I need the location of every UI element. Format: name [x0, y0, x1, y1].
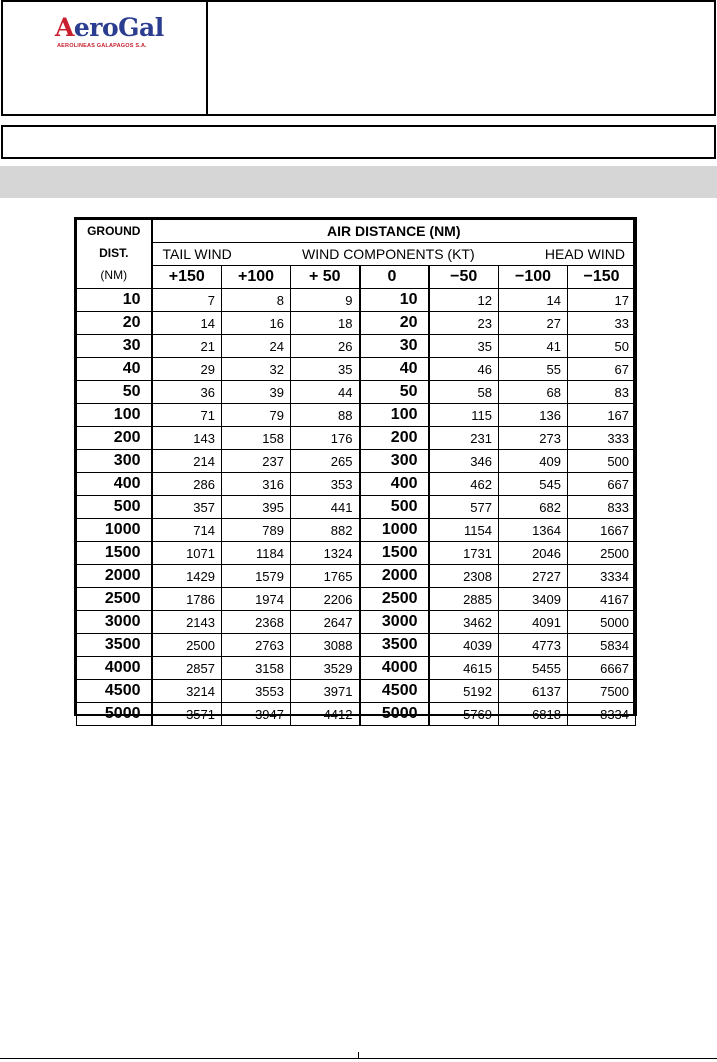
air-distance-cell: 83 [568, 381, 636, 404]
air-distance-cell: 35 [429, 335, 499, 358]
ground-distance-cell: 400 [77, 473, 152, 496]
air-distance-cell: 2368 [222, 611, 291, 634]
air-distance-cell: 2763 [222, 634, 291, 657]
table-row [77, 588, 636, 611]
air-distance-cell: 882 [291, 519, 360, 542]
aerogal-logo [55, 14, 175, 54]
air-distance-cell: 3571 [152, 703, 222, 726]
zero-wind-cell: 4000 [360, 657, 429, 680]
wind-speed-header: +150 [152, 266, 222, 289]
ground-distance-cell: 3000 [77, 611, 152, 634]
footer-tick [358, 1052, 359, 1058]
air-distance-cell: 41 [499, 335, 568, 358]
air-distance-cell: 29 [152, 358, 222, 381]
logo-tagline: AEROLINEAS GALAPAGOS S.A. [57, 43, 147, 49]
document-header [1, 0, 716, 116]
ground-distance-cell: 2000 [77, 565, 152, 588]
air-distance-cell: 21 [152, 335, 222, 358]
air-distance-cell: 3214 [152, 680, 222, 703]
air-distance-cell: 26 [291, 335, 360, 358]
air-distance-cell: 214 [152, 450, 222, 473]
air-distance-cell: 1731 [429, 542, 499, 565]
air-distance-cell: 2857 [152, 657, 222, 680]
air-distance-cell: 3409 [499, 588, 568, 611]
ground-distance-cell: 2500 [77, 588, 152, 611]
air-distance-cell: 35 [291, 358, 360, 381]
air-distance-cell: 4615 [429, 657, 499, 680]
air-distance-cell: 333 [568, 427, 636, 450]
footer-line [0, 1058, 717, 1059]
zero-wind-cell: 500 [360, 496, 429, 519]
ground-distance-cell: 50 [77, 381, 152, 404]
table-row [77, 634, 636, 657]
air-distance-cell: 357 [152, 496, 222, 519]
air-distance-cell: 33 [568, 312, 636, 335]
tail-wind-label: TAIL WIND [162, 246, 232, 262]
head-wind-label: HEAD WIND [544, 246, 626, 262]
wind-speed-header: −150 [568, 266, 636, 289]
air-distance-cell: 4039 [429, 634, 499, 657]
air-distance-cell: 462 [429, 473, 499, 496]
zero-wind-cell: 200 [360, 427, 429, 450]
air-distance-cell: 46 [429, 358, 499, 381]
air-distance-cell: 7500 [568, 680, 636, 703]
table-row [77, 657, 636, 680]
air-distance-cell: 409 [499, 450, 568, 473]
air-distance-cell: 3529 [291, 657, 360, 680]
ground-distance-cell: 4000 [77, 657, 152, 680]
air-distance-cell: 2308 [429, 565, 499, 588]
air-distance-cell: 8334 [568, 703, 636, 726]
wind-speed-header: 0 [360, 266, 429, 289]
air-distance-cell: 4091 [499, 611, 568, 634]
zero-wind-cell: 4500 [360, 680, 429, 703]
air-distance-table [74, 217, 637, 722]
air-distance-cell: 9 [291, 289, 360, 312]
logo-wordmark: AeroGal [55, 13, 164, 42]
air-distance-cell: 2500 [568, 542, 636, 565]
air-distance-cell: 2647 [291, 611, 360, 634]
ground-distance-cell: 1500 [77, 542, 152, 565]
air-distance-cell: 500 [568, 450, 636, 473]
air-distance-cell: 167 [568, 404, 636, 427]
ground-distance-cell: 10 [77, 289, 152, 312]
air-distance-cell: 4412 [291, 703, 360, 726]
air-distance-cell: 18 [291, 312, 360, 335]
ground-distance-cell: 4500 [77, 680, 152, 703]
air-distance-cell: 14 [152, 312, 222, 335]
air-distance-cell: 441 [291, 496, 360, 519]
air-distance-cell: 1071 [152, 542, 222, 565]
air-distance-cell: 5192 [429, 680, 499, 703]
air-distance-cell: 395 [222, 496, 291, 519]
air-distance-cell: 2885 [429, 588, 499, 611]
table-row [77, 496, 636, 519]
header-divider [206, 2, 208, 114]
air-distance-cell: 1667 [568, 519, 636, 542]
air-distance-cell: 265 [291, 450, 360, 473]
air-distance-cell: 2727 [499, 565, 568, 588]
ground-dist-header: GROUND DIST. (NM) [77, 220, 152, 289]
air-distance-cell: 3462 [429, 611, 499, 634]
air-distance-cell: 789 [222, 519, 291, 542]
air-distance-cell: 24 [222, 335, 291, 358]
table-row [77, 404, 636, 427]
air-distance-cell: 58 [429, 381, 499, 404]
table-row [77, 381, 636, 404]
air-distance-cell: 667 [568, 473, 636, 496]
air-distance-cell: 577 [429, 496, 499, 519]
zero-wind-cell: 40 [360, 358, 429, 381]
subject-box [1, 125, 716, 159]
ground-distance-cell: 100 [77, 404, 152, 427]
table-row [77, 450, 636, 473]
air-distance-cell: 39 [222, 381, 291, 404]
ground-distance-cell: 40 [77, 358, 152, 381]
wind-caption [152, 243, 636, 266]
ground-distance-cell: 500 [77, 496, 152, 519]
zero-wind-cell: 20 [360, 312, 429, 335]
table-body [77, 289, 636, 726]
air-distance-cell: 4773 [499, 634, 568, 657]
table-row [77, 542, 636, 565]
air-distance-cell: 353 [291, 473, 360, 496]
air-distance-cell: 714 [152, 519, 222, 542]
zero-wind-cell: 5000 [360, 703, 429, 726]
ground-distance-cell: 200 [77, 427, 152, 450]
air-distance-cell: 1364 [499, 519, 568, 542]
air-distance-cell: 68 [499, 381, 568, 404]
air-distance-cell: 286 [152, 473, 222, 496]
zero-wind-cell: 50 [360, 381, 429, 404]
air-distance-cell: 14 [499, 289, 568, 312]
air-distance-cell: 2500 [152, 634, 222, 657]
table-row [77, 335, 636, 358]
air-distance-cell: 143 [152, 427, 222, 450]
air-distance-cell: 5455 [499, 657, 568, 680]
ground-distance-cell: 30 [77, 335, 152, 358]
air-distance-cell: 2143 [152, 611, 222, 634]
air-distance-cell: 231 [429, 427, 499, 450]
air-distance-grid [76, 219, 636, 726]
air-distance-cell: 5000 [568, 611, 636, 634]
air-distance-cell: 8 [222, 289, 291, 312]
air-distance-cell: 1765 [291, 565, 360, 588]
air-distance-title: AIR DISTANCE (NM) [152, 220, 636, 243]
air-distance-cell: 55 [499, 358, 568, 381]
ground-distance-cell: 3500 [77, 634, 152, 657]
zero-wind-cell: 10 [360, 289, 429, 312]
air-distance-cell: 1786 [152, 588, 222, 611]
zero-wind-cell: 1000 [360, 519, 429, 542]
section-bar [0, 166, 717, 198]
zero-wind-cell: 3500 [360, 634, 429, 657]
air-distance-cell: 136 [499, 404, 568, 427]
ground-distance-cell: 300 [77, 450, 152, 473]
zero-wind-cell: 400 [360, 473, 429, 496]
air-distance-cell: 7 [152, 289, 222, 312]
air-distance-cell: 88 [291, 404, 360, 427]
air-distance-cell: 71 [152, 404, 222, 427]
air-distance-cell: 23 [429, 312, 499, 335]
air-distance-cell: 4167 [568, 588, 636, 611]
table-row [77, 611, 636, 634]
air-distance-cell: 1974 [222, 588, 291, 611]
zero-wind-cell: 30 [360, 335, 429, 358]
air-distance-cell: 1154 [429, 519, 499, 542]
zero-wind-cell: 1500 [360, 542, 429, 565]
air-distance-cell: 316 [222, 473, 291, 496]
air-distance-cell: 158 [222, 427, 291, 450]
air-distance-cell: 273 [499, 427, 568, 450]
air-distance-cell: 1324 [291, 542, 360, 565]
air-distance-cell: 3088 [291, 634, 360, 657]
air-distance-cell: 3947 [222, 703, 291, 726]
air-distance-cell: 16 [222, 312, 291, 335]
ground-distance-cell: 1000 [77, 519, 152, 542]
ground-distance-cell: 5000 [77, 703, 152, 726]
air-distance-cell: 3334 [568, 565, 636, 588]
table-row [77, 703, 636, 726]
table-row [77, 289, 636, 312]
table-row [77, 519, 636, 542]
air-distance-cell: 115 [429, 404, 499, 427]
air-distance-cell: 833 [568, 496, 636, 519]
wind-speed-header: + 50 [291, 266, 360, 289]
air-distance-cell: 2046 [499, 542, 568, 565]
air-distance-cell: 12 [429, 289, 499, 312]
air-distance-cell: 6818 [499, 703, 568, 726]
air-distance-cell: 6667 [568, 657, 636, 680]
air-distance-cell: 2206 [291, 588, 360, 611]
table-row [77, 427, 636, 450]
air-distance-cell: 67 [568, 358, 636, 381]
table-row [77, 473, 636, 496]
air-distance-cell: 6137 [499, 680, 568, 703]
table-row [77, 358, 636, 381]
air-distance-cell: 1429 [152, 565, 222, 588]
zero-wind-cell: 2500 [360, 588, 429, 611]
air-distance-cell: 79 [222, 404, 291, 427]
air-distance-cell: 3971 [291, 680, 360, 703]
air-distance-cell: 545 [499, 473, 568, 496]
air-distance-cell: 237 [222, 450, 291, 473]
air-distance-cell: 346 [429, 450, 499, 473]
air-distance-cell: 50 [568, 335, 636, 358]
air-distance-cell: 3553 [222, 680, 291, 703]
table-row [77, 680, 636, 703]
air-distance-cell: 682 [499, 496, 568, 519]
air-distance-cell: 3158 [222, 657, 291, 680]
air-distance-cell: 176 [291, 427, 360, 450]
air-distance-cell: 17 [568, 289, 636, 312]
air-distance-cell: 36 [152, 381, 222, 404]
air-distance-cell: 27 [499, 312, 568, 335]
air-distance-cell: 1579 [222, 565, 291, 588]
wind-speed-header: −100 [499, 266, 568, 289]
zero-wind-cell: 3000 [360, 611, 429, 634]
wind-speed-header: +100 [222, 266, 291, 289]
wind-components-label: WIND COMPONENTS (KT) [301, 246, 475, 262]
ground-distance-cell: 20 [77, 312, 152, 335]
air-distance-cell: 5769 [429, 703, 499, 726]
zero-wind-cell: 2000 [360, 565, 429, 588]
wind-speed-row [77, 266, 636, 289]
zero-wind-cell: 300 [360, 450, 429, 473]
air-distance-cell: 32 [222, 358, 291, 381]
table-row [77, 312, 636, 335]
zero-wind-cell: 100 [360, 404, 429, 427]
table-row [77, 565, 636, 588]
air-distance-cell: 5834 [568, 634, 636, 657]
air-distance-cell: 1184 [222, 542, 291, 565]
air-distance-cell: 44 [291, 381, 360, 404]
wind-speed-header: −50 [429, 266, 499, 289]
